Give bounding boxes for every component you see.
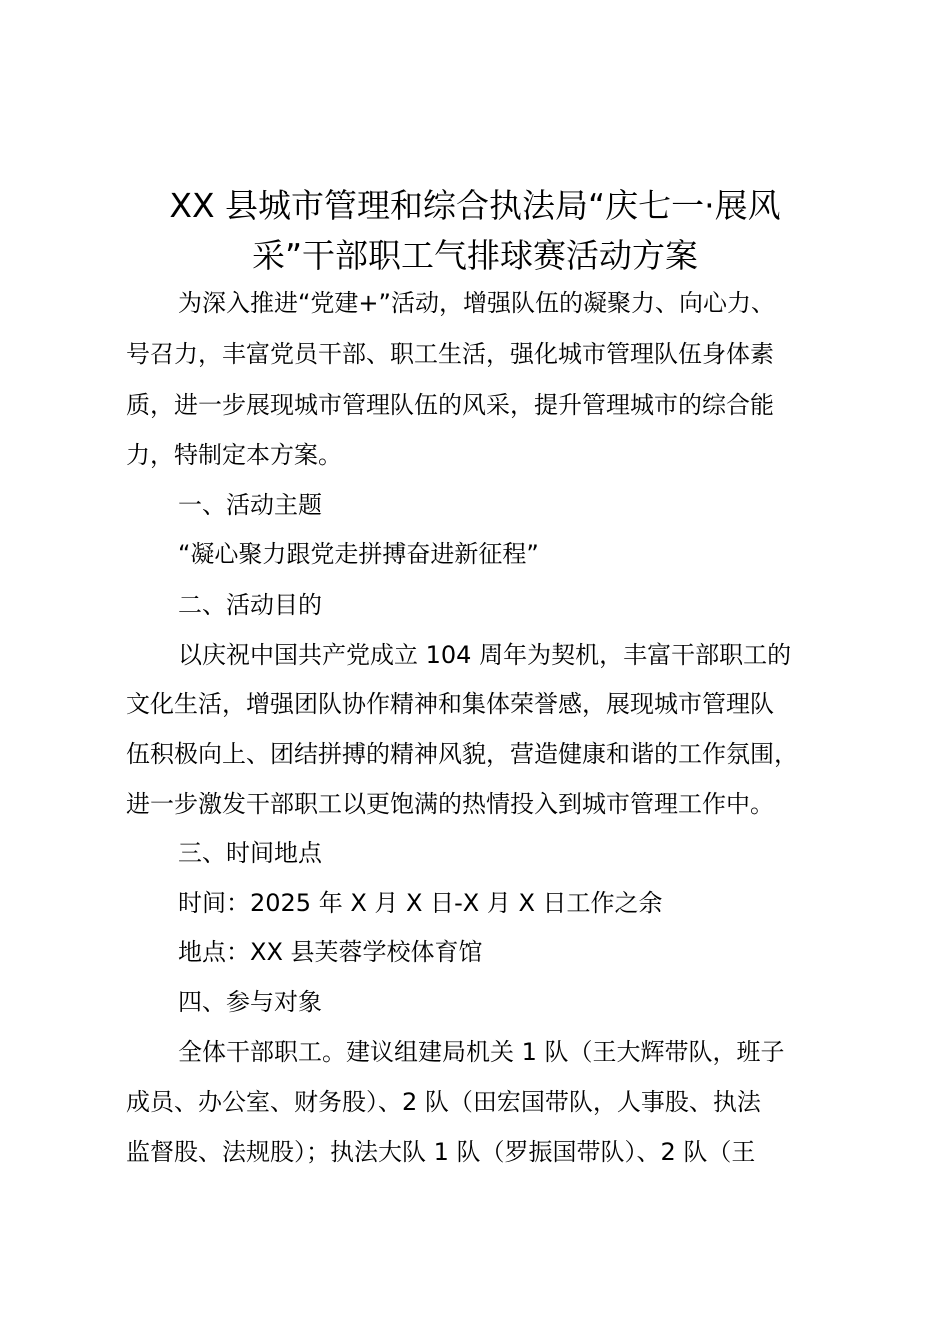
- participants-line-1: 全体干部职工。建议组建局机关 1 队（王大辉带队，班子: [178, 1038, 785, 1066]
- section-heading-purpose: 二、活动目的: [178, 591, 322, 619]
- intro-line-3: 质，进一步展现城市管理队伍的风采，提升管理城市的综合能: [126, 391, 774, 419]
- intro-line-4: 力，特制定本方案。: [126, 441, 342, 469]
- theme-text: “凝心聚力跟党走拼搏奋进新征程”: [178, 540, 539, 568]
- intro-line-1: 为深入推进“党建+”活动，增强队伍的凝聚力、向心力、: [178, 289, 775, 317]
- place-text: 地点：XX 县芙蓉学校体育馆: [178, 938, 483, 966]
- section-heading-time-place: 三、时间地点: [178, 839, 322, 867]
- purpose-line-2: 文化生活，增强团队协作精神和集体荣誉感，展现城市管理队: [126, 690, 774, 718]
- purpose-line-4: 进一步激发干部职工以更饱满的热情投入到城市管理工作中。: [126, 790, 774, 818]
- purpose-line-3: 伍积极向上、团结拼搏的精神风貌，营造健康和谐的工作氛围，: [126, 740, 798, 768]
- purpose-line-1: 以庆祝中国共产党成立 104 周年为契机，丰富干部职工的: [178, 641, 792, 669]
- participants-line-2: 成员、办公室、财务股）、2 队（田宏国带队，人事股、执法: [126, 1088, 761, 1116]
- section-heading-participants: 四、参与对象: [178, 988, 322, 1016]
- section-heading-theme: 一、活动主题: [178, 491, 322, 519]
- intro-line-2: 号召力，丰富党员干部、职工生活，强化城市管理队伍身体素: [126, 340, 774, 368]
- time-text: 时间：2025 年 X 月 X 日-X 月 X 日工作之余: [178, 889, 663, 917]
- document-title-line-2: 采”干部职工气排球赛活动方案: [251, 236, 699, 275]
- participants-line-3: 监督股、法规股）；执法大队 1 队（罗振国带队）、2 队（王: [126, 1138, 756, 1166]
- document-title-line-1: XX 县城市管理和综合执法局“庆七一·展风: [169, 186, 781, 225]
